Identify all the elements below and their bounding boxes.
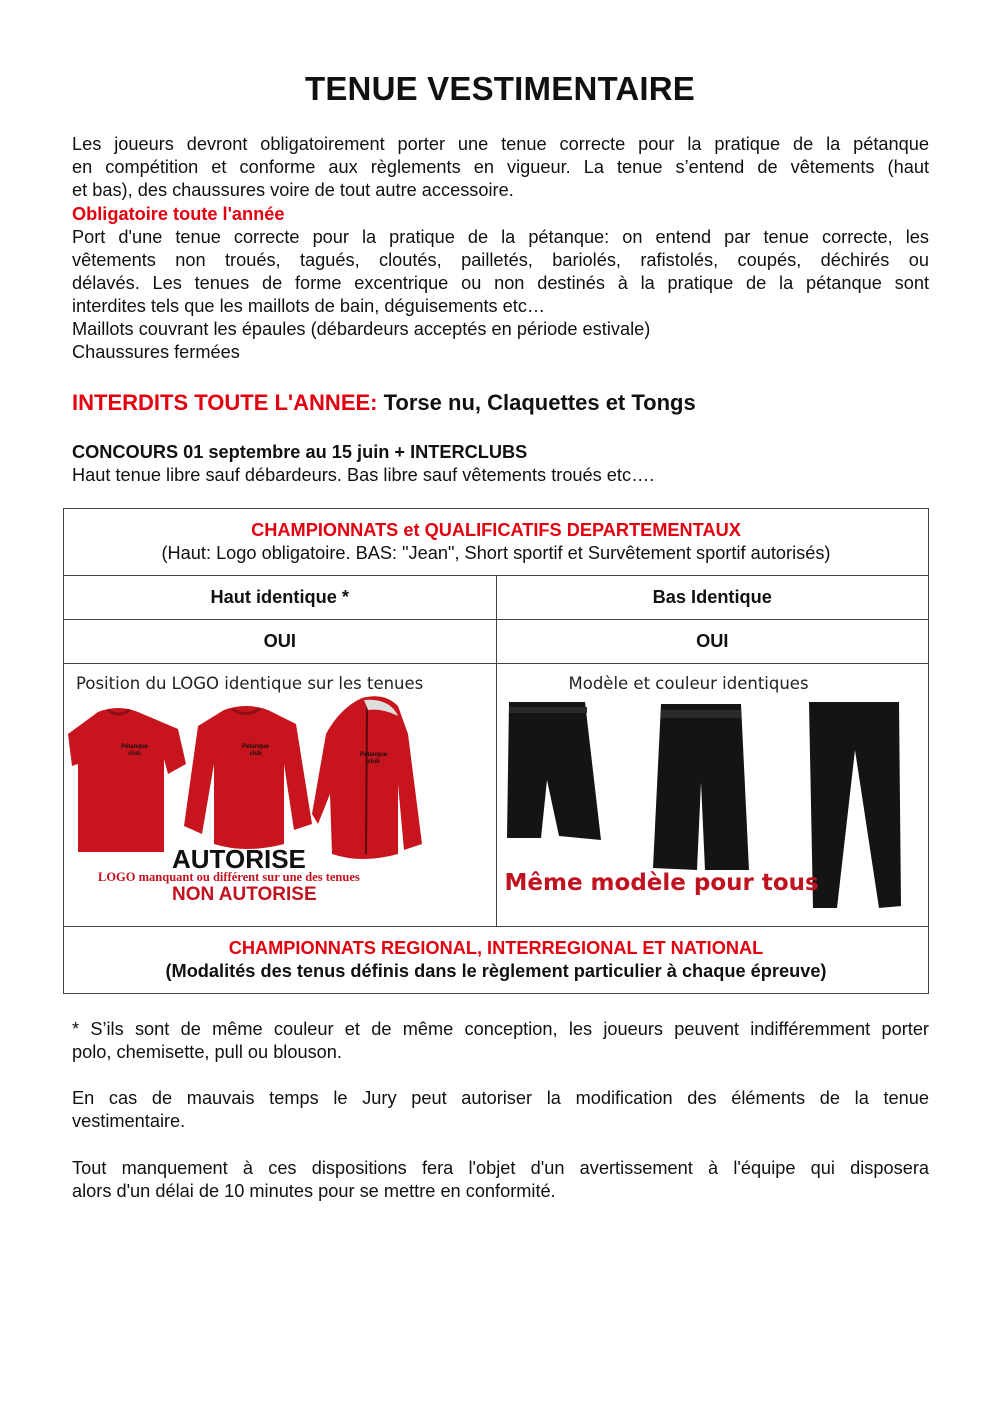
missing-logo-note: LOGO manquant ou différent sur une des tenues xyxy=(98,870,360,884)
tshirt-logo xyxy=(121,744,148,758)
bottoms-illustration-cell xyxy=(496,664,929,927)
footnote-line: * S’ils sont de même couleur et de même conception, les joueurs peuvent indifféremment porter xyxy=(72,1019,929,1039)
tops-illustration-cell xyxy=(64,664,497,927)
logo-text: Pétanque xyxy=(360,752,388,758)
jacket-logo xyxy=(360,752,387,766)
table-header-subtitle: (Haut: Logo obligatoire. BAS: "Jean", Short sportif et Survêtement sportif autorisés) xyxy=(161,543,831,563)
table-footer-title: CHAMPIONNATS REGIONAL, INTERREGIONAL ET NATIONAL xyxy=(228,938,764,958)
penalty-paragraph xyxy=(72,1157,929,1203)
obligatoire-line: délavés. Les tenues de forme excentrique ou non destinés à la pratique de la pétanque sont xyxy=(72,273,929,293)
logo-text: club xyxy=(367,759,380,765)
table-footer-cell xyxy=(64,927,929,994)
intro-line: Les joueurs devront obligatoirement porter une tenue correcte pour la pratique de la pétanque xyxy=(72,134,929,154)
footnote-paragraph xyxy=(72,1018,929,1064)
dress-code-table xyxy=(63,508,929,994)
non-autorise-label: NON AUTORISE xyxy=(172,884,317,905)
tops-illustration xyxy=(64,664,496,926)
bottoms-illustration xyxy=(497,664,929,926)
penalty-line: alors d'un délai de 10 minutes pour se mettre en conformité. xyxy=(72,1181,556,1201)
footnote-line: polo, chemisette, pull ou blouson. xyxy=(72,1042,342,1062)
intro-paragraph xyxy=(72,133,929,202)
table-header-title: CHAMPIONNATS et QUALIFICATIFS DEPARTEMENTAUX xyxy=(251,520,741,540)
interdits-items: Torse nu, Claquettes et Tongs xyxy=(383,390,696,415)
tops-caption: Position du LOGO identique sur les tenues xyxy=(76,674,424,693)
interdits-label: INTERDITS TOUTE L'ANNEE: xyxy=(72,390,378,415)
autorise-label: AUTORISE xyxy=(172,844,306,874)
long-shorts-image xyxy=(653,702,749,872)
penalty-line: Tout manquement à ces dispositions fera l'objet d'un avertissement à l'équipe qui disposera xyxy=(72,1158,929,1178)
value-haut: OUI xyxy=(64,620,497,664)
obligatoire-line: vêtements non troués, tagués, cloutés, pailletés, bariolés, rafistolés, coupés, déchirés ou xyxy=(72,250,929,270)
tshirt-image xyxy=(68,704,188,854)
logo-text: Pétanque xyxy=(242,744,270,750)
sweatshirt-logo xyxy=(242,744,269,758)
table-header-cell xyxy=(64,509,929,576)
column-header-bas: Bas Identique xyxy=(496,576,929,620)
hooded-jacket-image xyxy=(312,694,424,864)
interdits-line xyxy=(72,389,929,417)
logo-text: Pétanque xyxy=(121,744,149,750)
obligatoire-line: Port d'une tenue correcte pour la pratique de la pétanque: on entend par tenue correcte, les xyxy=(72,227,929,247)
obligatoire-heading: Obligatoire toute l'année xyxy=(72,204,285,224)
logo-text: club xyxy=(249,751,262,757)
column-header-haut: Haut identique * xyxy=(64,576,497,620)
table-footer-subtitle: (Modalités des tenus définis dans le règlement particulier à chaque épreuve) xyxy=(165,961,827,981)
weather-line: En cas de mauvais temps le Jury peut autoriser la modification des éléments de la tenue xyxy=(72,1088,929,1108)
concours-heading: CONCOURS 01 septembre au 15 juin + INTERCLUBS xyxy=(72,442,528,462)
concours-body: Haut tenue libre sauf débardeurs. Bas libre sauf vêtements troués etc…. xyxy=(72,465,655,485)
weather-paragraph xyxy=(72,1087,929,1133)
same-model-slogan: Même modèle pour tous xyxy=(504,870,819,896)
page-title: TENUE VESTIMENTAIRE xyxy=(304,70,696,107)
bottoms-caption: Modèle et couleur identiques xyxy=(568,674,809,693)
obligatoire-paragraph xyxy=(72,226,929,364)
intro-line: et bas), des chaussures voire de tout autre accessoire. xyxy=(72,180,514,200)
sweatshirt-image xyxy=(184,704,314,854)
intro-line: en compétition et conforme aux règlements en vigueur. La tenue s’entend de vêtements (haut xyxy=(72,157,929,177)
trousers-image xyxy=(807,700,902,910)
value-bas: OUI xyxy=(496,620,929,664)
shorts-image xyxy=(507,700,602,842)
obligatoire-line: Maillots couvrant les épaules (débardeurs acceptés en période estivale) xyxy=(72,319,651,339)
weather-line: vestimentaire. xyxy=(72,1111,186,1131)
logo-text: club xyxy=(128,751,141,757)
obligatoire-line: Chaussures fermées xyxy=(72,342,240,362)
obligatoire-line: interdites tels que les maillots de bain, déguisements etc… xyxy=(72,296,546,316)
